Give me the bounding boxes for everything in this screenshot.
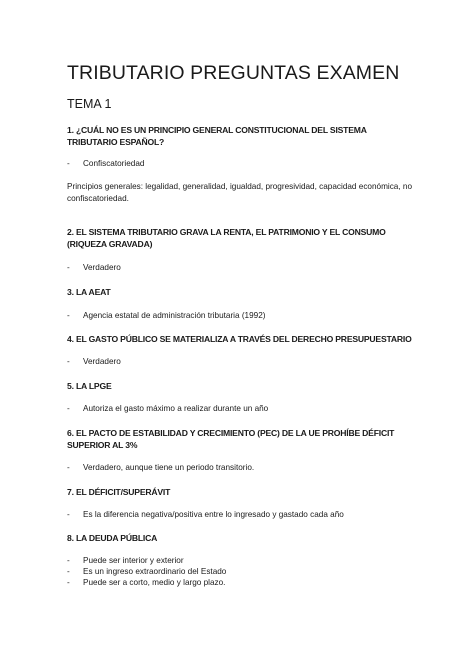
answer-text: Puede ser a corto, medio y largo plazo.	[83, 578, 226, 587]
bullet-dash: -	[67, 578, 70, 587]
answer-item	[67, 462, 254, 473]
bullet-dash: -	[67, 159, 70, 168]
bullet-dash: -	[67, 357, 70, 366]
answer-text: Es un ingreso extraordinario del Estado	[83, 567, 227, 576]
bullet-dash: -	[67, 463, 70, 472]
answer-item	[67, 555, 184, 566]
answer-item	[67, 158, 144, 169]
bullet-dash: -	[67, 510, 70, 519]
section-title: TEMA 1	[67, 97, 112, 111]
question-heading: 5. LA LPGE	[67, 381, 112, 391]
answer-text: Verdadero	[83, 263, 121, 272]
bullet-dash: -	[67, 404, 70, 413]
question-heading: 7. EL DÉFICIT/SUPERÁVIT	[67, 487, 171, 497]
bullet-dash: -	[67, 556, 70, 565]
answer-item	[67, 262, 121, 273]
question-heading: 1. ¿CUÁL NO ES UN PRINCIPIO GENERAL CONSTITUCIONAL DEL SISTEMA TRIBUTARIO ESPAÑOL?	[67, 125, 367, 147]
answer-item	[67, 356, 121, 367]
answer-text: Agencia estatal de administración tributaria (1992)	[83, 311, 266, 320]
answer-item	[67, 566, 226, 577]
answer-text: Verdadero, aunque tiene un periodo transitorio.	[83, 463, 255, 472]
bullet-dash: -	[67, 311, 70, 320]
question-heading: 6. EL PACTO DE ESTABILIDAD Y CRECIMIENTO (PEC) DE LA UE PROHÍBE DÉFICIT SUPERIOR AL 3%	[67, 428, 395, 450]
answer-text: Puede ser interior y exterior	[83, 556, 184, 565]
question-heading: 4. EL GASTO PÚBLICO SE MATERIALIZA A TRAVÉS DEL DERECHO PRESUPUESTARIO	[67, 334, 412, 344]
bullet-dash: -	[67, 263, 70, 272]
answer-note: Principios generales: legalidad, generalidad, igualdad, progresividad, capacidad económica, no confiscatoriedad.	[67, 182, 413, 203]
question-heading: 2. EL SISTEMA TRIBUTARIO GRAVA LA RENTA, EL PATRIMONIO Y EL CONSUMO (RIQUEZA GRAVADA)	[67, 227, 386, 249]
question-heading: 8. LA DEUDA PÚBLICA	[67, 533, 158, 543]
answer-text: Autoriza el gasto máximo a realizar durante un año	[83, 404, 269, 413]
answer-item	[67, 509, 344, 520]
bullet-dash: -	[67, 567, 70, 576]
answer-text: Verdadero	[83, 357, 121, 366]
answer-item	[67, 403, 268, 414]
answer-item	[67, 310, 266, 321]
answer-text: Es la diferencia negativa/positiva entre lo ingresado y gastado cada año	[83, 510, 344, 519]
answer-text: Confiscatoriedad	[83, 159, 145, 168]
document-title: TRIBUTARIO PREGUNTAS EXAMEN	[67, 62, 400, 84]
answer-item	[67, 577, 225, 588]
question-heading: 3. LA AEAT	[67, 287, 111, 297]
